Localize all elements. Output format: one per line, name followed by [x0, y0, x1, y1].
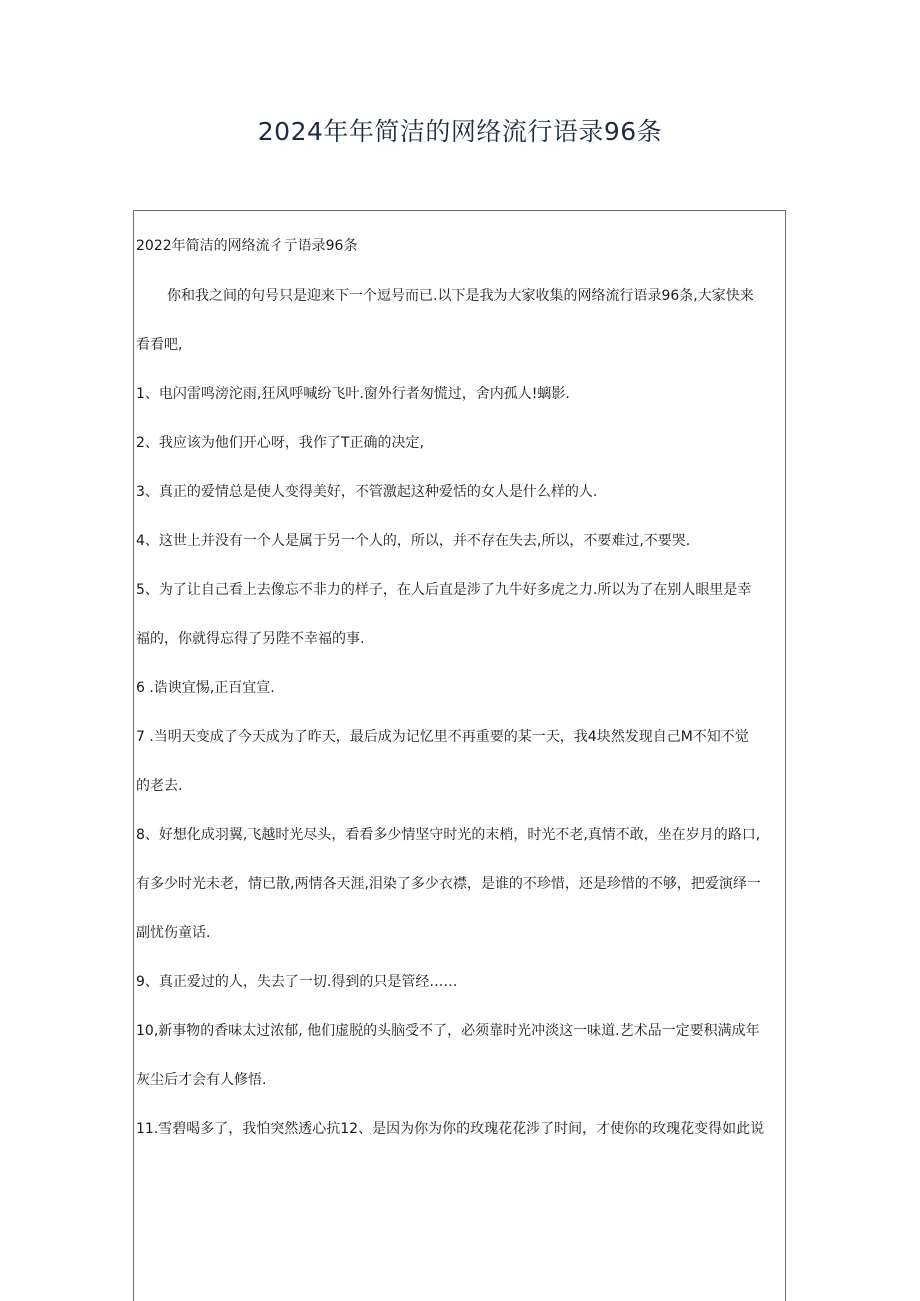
list-item: 5、为了让自己看上去像忘不非力的样子，在人后直是涉了九牛好多虎之力.所以为了在别人眼里是幸 — [136, 582, 752, 598]
list-item: 7 .当明天变成了今天成为了昨天，最后成为记忆里不再重要的某一天，我4块然发现自己M不知不觉 — [136, 729, 749, 745]
list-item: 8、好想化成羽翼,飞越时光尽头，看看多少情坚守时光的末梢，时光不老,真情不敢，坐在岁月的路口, — [136, 827, 761, 843]
list-item-continued: 有多少时光未老，情已散,两情各天涯,泪染了多少衣襟，是谁的不珍惜，还是珍惜的不够，把爱演绎一 — [136, 876, 761, 892]
list-item: 9、真正爱过的人，失去了一切.得到的只是管经…… — [136, 974, 458, 990]
list-item: 10,新事物的香味太过浓郁, 他们虚脱的头脑受不了，必须靠时光冲淡这一味道.艺术品一定要积满成年 — [136, 1023, 760, 1039]
content-heading: 2022年简洁的网络流彳亍语录96条 — [136, 238, 358, 254]
document-title: 2024年年简洁的网络流行语录96条 — [257, 117, 663, 146]
intro-line: 看看吧, — [136, 337, 183, 353]
list-item-continued: 福的，你就得忘得了另陛不幸福的事. — [136, 631, 365, 647]
list-item: 1、电闪雷鸣滂沱雨,狂风呼喊纷飞叶.窗外行者匆慌过，舍内孤人!螭影. — [136, 386, 570, 402]
intro-line: 你和我之间的句号只是迎来下一个逗号而已.以下是我为大家收集的网络流行语录96条,大家快来 — [167, 288, 754, 304]
list-item: 6 .诰谀宜惕,正百宜宣. — [136, 680, 275, 696]
list-item: 2、我应该为他们开心呀，我作了T正确的决定, — [136, 435, 424, 451]
list-item: 4、这世上并没有一个人是属于另一个人的，所以，并不存在失去,所以，不要难过,不要哭. — [136, 533, 691, 549]
list-item-continued: 灰尘后才会有人修悟. — [136, 1072, 267, 1088]
list-item: 11.雪碧喝多了，我怕突然透心抗12、是因为你为你的玫瑰花花涉了时间，才使你的玫瑰花变得如此说 — [136, 1121, 765, 1137]
list-item-continued: 副忧伤童话. — [136, 925, 211, 941]
list-item: 3、真正的爱情总是使人变得美好，不管激起这种爱恬的女人是什么样的人. — [136, 484, 598, 500]
content-box — [133, 210, 786, 1301]
list-item-continued: 的老去. — [136, 778, 183, 794]
